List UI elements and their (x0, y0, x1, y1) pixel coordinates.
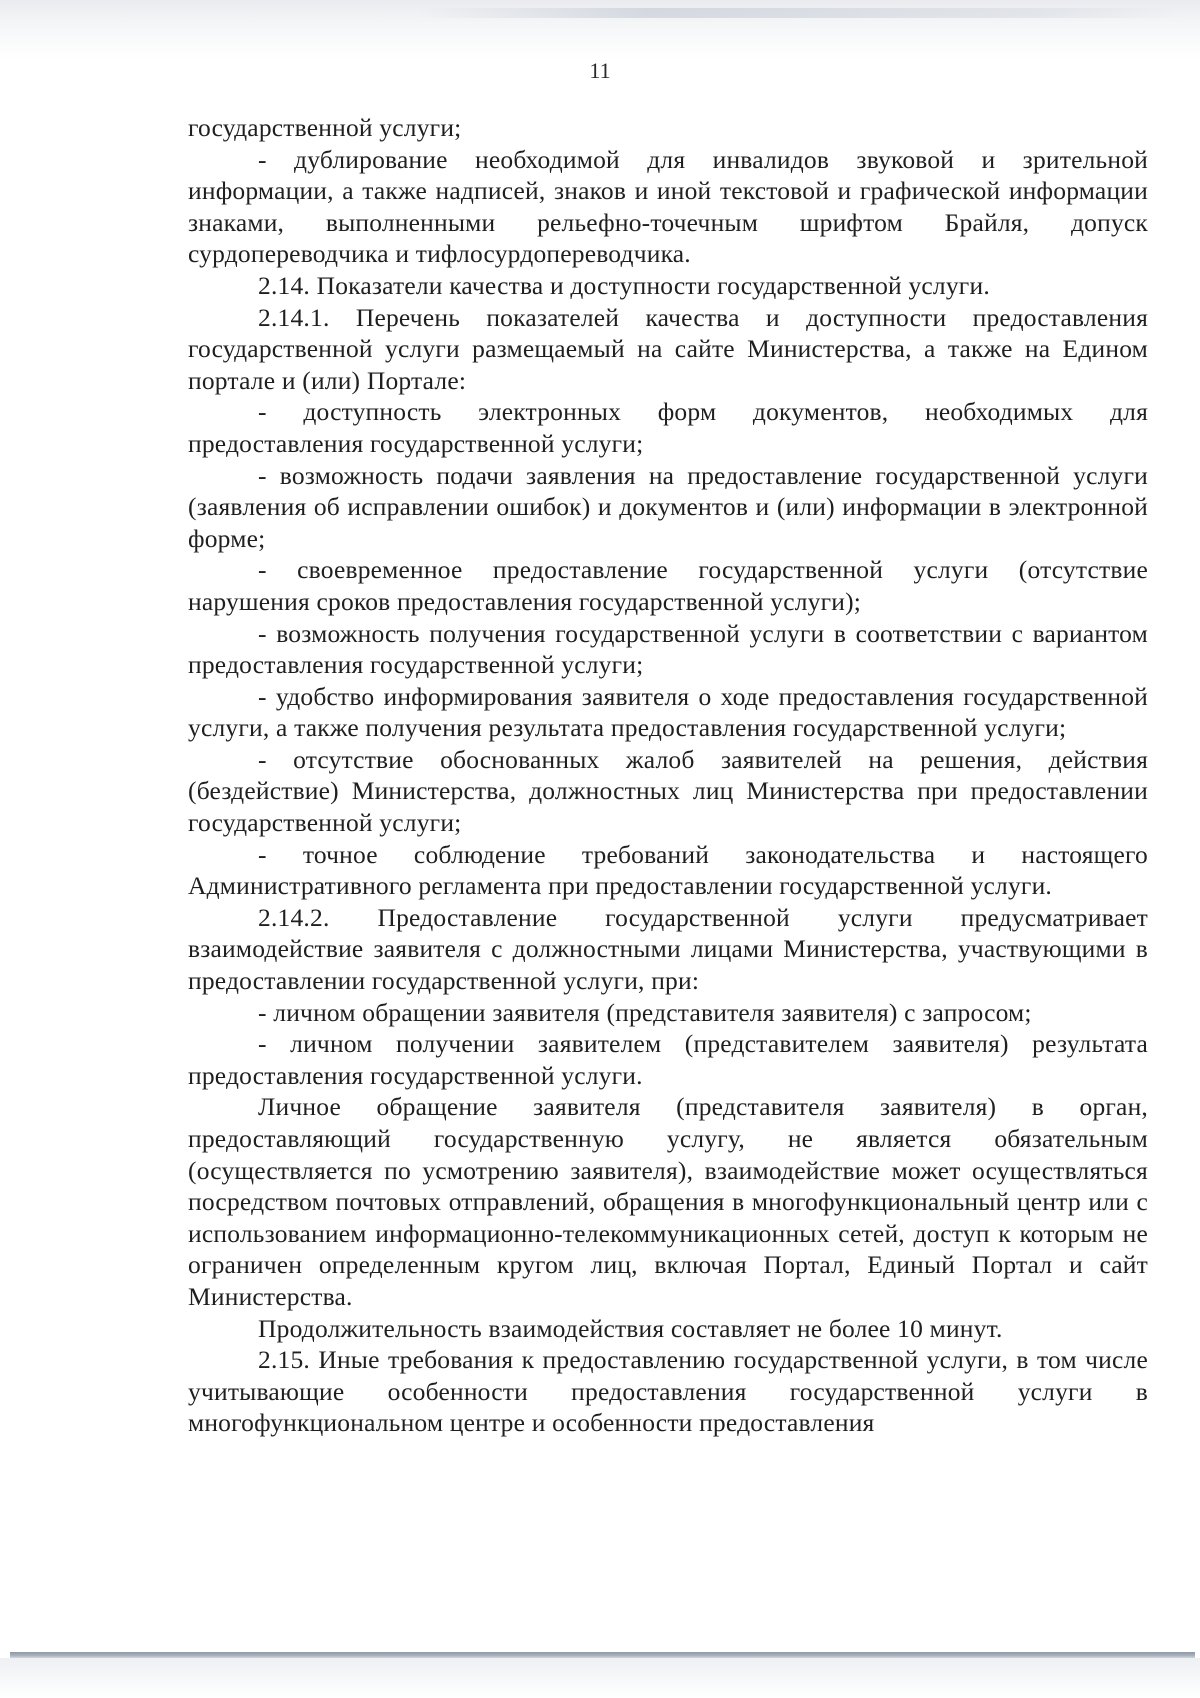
section-heading-2-15: 2.15. Иные требования к предоставлению государственной услуги, в том числе учитывающие особенности предоставления государственной услуги в многофункциональном центре и особенности предоставления (188, 1345, 1148, 1438)
document-body (188, 112, 1148, 1439)
scan-artifact (420, 8, 1180, 18)
page-number: 11 (589, 58, 611, 83)
section-heading-2-14-1: 2.14.1. Перечень показателей качества и доступности предоставления государственной услуги размещаемый на сайте Министерства, а также на Едином портале и (или) Портале: (188, 302, 1148, 395)
list-item-application-submission: - возможность подачи заявления на предоставление государственной услуги (заявления об исправлении ошибок) и документов и (или) информации в электронной форме; (188, 460, 1148, 553)
paragraph-continuation: государственной услуги; (188, 113, 462, 142)
scan-top-edge (0, 0, 1200, 60)
list-item-personal-receipt: - личном получении заявителем (представителем заявителя) результата предоставления государственной услуги. (188, 1029, 1148, 1090)
section-heading-2-14: 2.14. Показатели качества и доступности государственной услуги. (258, 270, 990, 300)
scan-bottom-shadow (0, 1658, 1200, 1698)
list-item-informing-convenience: - удобство информирования заявителя о ходе предоставления государственной услуги, а также получения результата предоставления государственной услуги; (188, 681, 1148, 743)
paragraph-braille-duplication: - дублирование необходимой для инвалидов звуковой и зрительной информации, а также надписей, знаков и иной текстовой и графической информации знаками, выполненными рельефно-точечным шрифтом Брайля, допуск сурдопереводчика и тифлосурдопереводчика. (188, 144, 1148, 269)
list-item-timely-provision: - своевременное предоставление государственной услуги (отсутствие нарушения сроков предоставления государственной услуги); (188, 555, 1148, 616)
paragraph-duration: Продолжительность взаимодействия составляет не более 10 минут. (258, 1313, 1003, 1343)
list-item-compliance: - точное соблюдение требований законодательства и настоящего Административного регламента при предоставлении государственной услуги. (188, 839, 1148, 901)
list-item-personal-request: - личном обращении заявителя (представителя заявителя) с запросом; (258, 997, 1032, 1027)
list-item-variant-provision: - возможность получения государственной услуги в соответствии с вариантом предоставления государственной услуги; (188, 618, 1148, 680)
list-item-electronic-forms: - доступность электронных форм документов, необходимых для предоставления государственной услуги; (188, 397, 1148, 458)
section-heading-2-14-2: 2.14.2. Предоставление государственной услуги предусматривает взаимодействие заявителя с должностными лицами Министерства, участвующими в предоставлении государственной услуги, при: (188, 902, 1148, 996)
paragraph-personal-visit: Личное обращение заявителя (представителя заявителя) в орган, предоставляющий государственную услугу, не является обязательным (осуществляется по усмотрению заявителя), взаимодействие может осуществляться посредством почтовых отправлений, обращения в многофункциональный центр или с использованием информационно-телекоммуникационных сетей, доступ к которым не ограничен определенным кругом лиц, включая Портал, Единый Портал и сайт Министерства. (188, 1092, 1148, 1311)
list-item-no-complaints: - отсутствие обоснованных жалоб заявителей на решения, действия (бездействие) Министерства, должностных лиц Министерства при предоставлении государственной услуги; (188, 744, 1148, 838)
